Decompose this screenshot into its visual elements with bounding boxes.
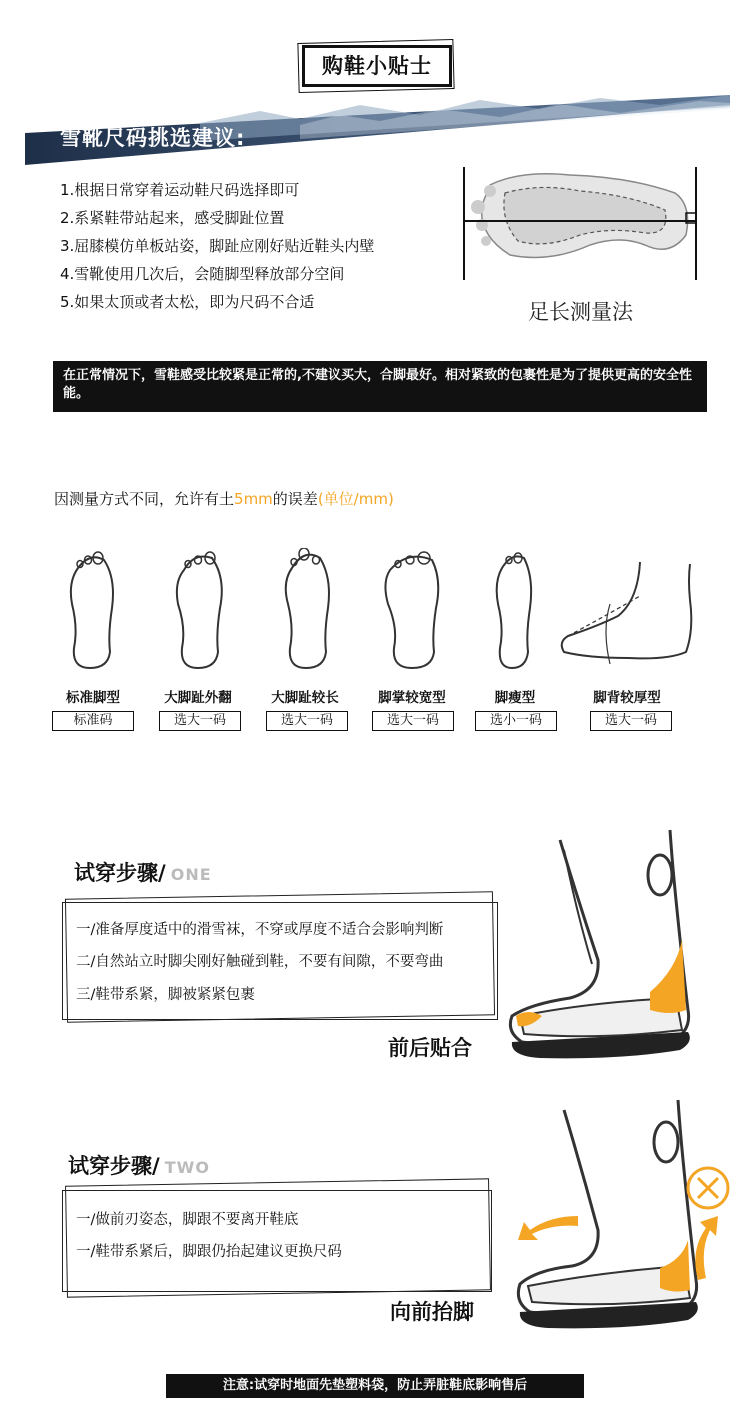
step-two-line: 一/做前刃姿态，脚跟不要离开鞋底 xyxy=(76,1212,299,1228)
step-two-caption: 向前抬脚 xyxy=(390,1300,474,1324)
tolerance-suffix: 的误差 xyxy=(272,490,318,508)
foot-type-label: 脚瘦型 xyxy=(494,690,536,706)
tolerance-unit-note: (单位/mm) xyxy=(317,490,394,508)
foot-outline-icon xyxy=(380,548,444,672)
page-title: 购鞋小贴士 xyxy=(322,54,432,78)
suggestion-item: 5.如果太顶或者太松，即为尺码不合适 xyxy=(60,293,315,311)
foot-type-advice: 选大一码 xyxy=(590,711,672,731)
tolerance-unit: mm xyxy=(243,490,273,508)
step-two-heading xyxy=(68,1150,210,1180)
foot-type-label: 脚背较厚型 xyxy=(593,690,661,706)
foot-type-label: 大脚趾外翻 xyxy=(164,690,232,706)
foot-outline-icon xyxy=(168,548,228,672)
foot-outline-icon xyxy=(60,548,120,672)
foot-side-icon xyxy=(558,560,696,666)
step-one-title: 试穿步骤/ xyxy=(74,861,166,885)
tolerance-text xyxy=(54,488,394,509)
foot-type-advice: 选大一码 xyxy=(266,711,348,731)
foot-type-advice: 选大一码 xyxy=(159,711,241,731)
step-one-heading xyxy=(74,857,212,887)
tolerance-prefix: 因测量方式不同，允许有土 xyxy=(54,490,235,508)
fit-note: 在正常情况下，雪鞋感受比较紧是正常的,不建议买大，合脚最好。相对紧致的包裹性是为了提供更高的安全性能。 xyxy=(53,361,707,412)
step-two-en: TWO xyxy=(164,1158,210,1177)
boot-fit-illustration xyxy=(500,820,700,1060)
step-one-en: ONE xyxy=(170,865,212,884)
suggestion-item: 4.雪靴使用几次后，会随脚型释放部分空间 xyxy=(60,265,345,283)
foot-measure-caption: 足长测量法 xyxy=(528,300,633,324)
tolerance-value: 5 xyxy=(234,490,244,508)
foot-outline-icon xyxy=(488,548,538,672)
step-one-line: 三/鞋带系紧，脚被紧紧包裹 xyxy=(76,987,255,1003)
foot-type-label: 脚掌较宽型 xyxy=(378,690,446,706)
boot-lift-illustration xyxy=(510,1090,740,1334)
step-one-line: 一/准备厚度适中的滑雪袜，不穿或厚度不适合会影响判断 xyxy=(76,922,444,938)
foot-type-advice: 选小一码 xyxy=(475,711,557,731)
foot-outline-icon xyxy=(276,548,336,672)
step-two-title: 试穿步骤/ xyxy=(68,1154,160,1178)
suggestion-item: 2.系紧鞋带站起来，感受脚趾位置 xyxy=(60,209,285,227)
foot-type-label: 大脚趾较长 xyxy=(271,690,339,706)
banner-heading: 雪靴尺码挑选建议: xyxy=(60,126,246,150)
bottom-note: 注意:试穿时地面先垫塑料袋，防止弄脏鞋底影响售后 xyxy=(166,1374,584,1398)
suggestion-item: 1.根据日常穿着运动鞋尺码选择即可 xyxy=(60,181,300,199)
foot-type-advice: 标准码 xyxy=(52,711,134,731)
foot-measure-illustration xyxy=(460,165,700,283)
step-one-caption: 前后贴合 xyxy=(388,1036,472,1060)
foot-type-label: 标准脚型 xyxy=(66,690,120,706)
step-two-line: 一/鞋带系紧后，脚跟仍抬起建议更换尺码 xyxy=(76,1244,342,1260)
suggestion-item: 3.屈膝模仿单板站姿，脚趾应刚好贴近鞋头内壁 xyxy=(60,237,375,255)
step-one-line: 二/自然站立时脚尖刚好触碰到鞋，不要有间隙，不要弯曲 xyxy=(76,954,444,970)
foot-type-advice: 选大一码 xyxy=(372,711,454,731)
